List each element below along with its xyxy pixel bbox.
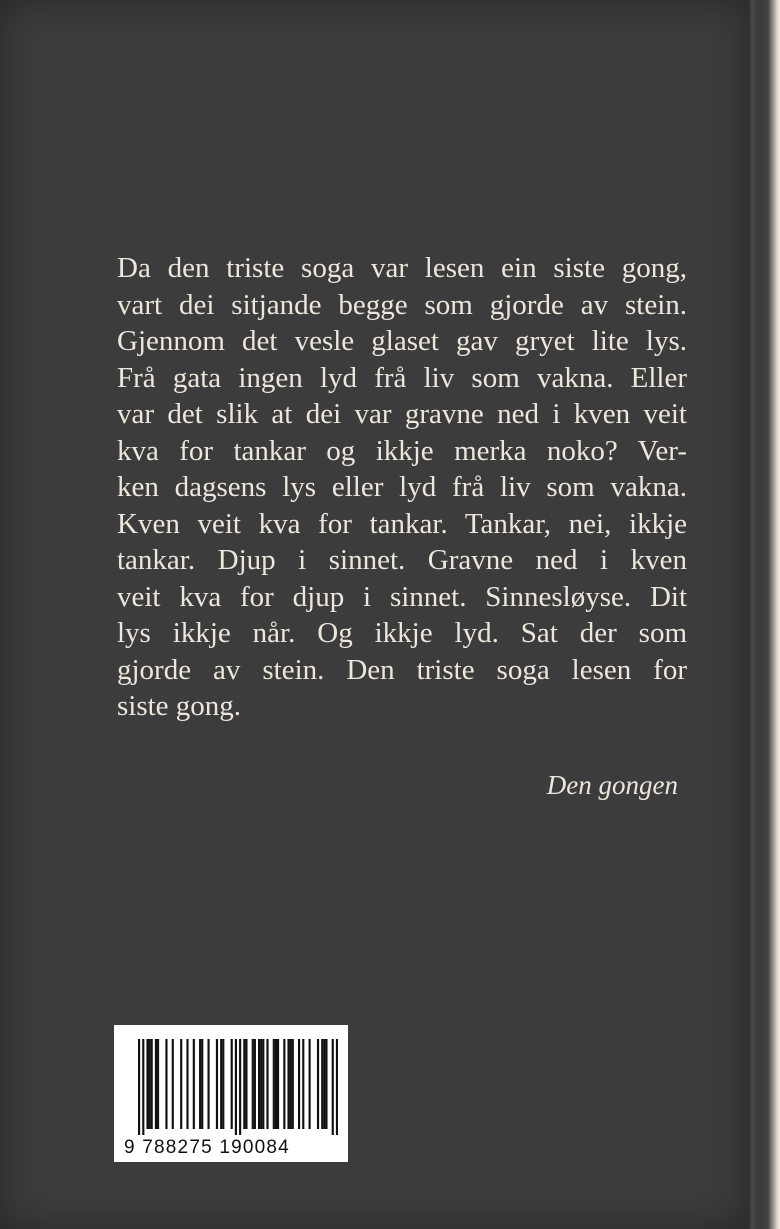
barcode-bar — [142, 1039, 144, 1135]
blurb-line: Gjennom det vesle glaset gav gryet lite lys. — [117, 325, 687, 357]
barcode-bar — [146, 1039, 148, 1129]
blurb-line: Da den triste soga var lesen ein siste gong, — [117, 252, 687, 284]
barcode-bar — [172, 1039, 174, 1129]
isbn-barcode — [114, 1025, 348, 1162]
barcode-bar — [283, 1039, 285, 1129]
barcode-bar — [155, 1039, 157, 1129]
barcode-bars — [138, 1039, 338, 1135]
blurb-line: vart dei sitjande begge som gjorde av stein. — [117, 288, 687, 321]
barcode-bar — [186, 1039, 188, 1129]
blurb-signature: Den gongen — [546, 770, 678, 800]
barcode-bar — [266, 1039, 268, 1129]
barcode-bar — [336, 1039, 338, 1135]
barcode-bar — [193, 1039, 195, 1129]
barcode-bar — [260, 1039, 262, 1129]
blurb-line: gjorde av stein. Den triste soga lesen for — [117, 653, 687, 686]
barcode-bar — [180, 1039, 182, 1129]
barcode-bar — [254, 1039, 256, 1129]
barcode-bar — [235, 1039, 237, 1135]
isbn-number: 9 788275 190084 — [124, 1137, 290, 1158]
barcode-bar — [273, 1039, 275, 1129]
barcode-bar — [222, 1039, 224, 1129]
barcode-bar — [275, 1039, 277, 1129]
barcode-bar — [252, 1039, 254, 1129]
barcode-bar — [239, 1039, 241, 1135]
barcode-bar — [216, 1039, 218, 1129]
blurb-line: kva for tankar og ikkje merka noko? Ver- — [117, 434, 687, 467]
barcode-bar — [287, 1039, 289, 1129]
blurb-text — [117, 250, 687, 725]
barcode-bar — [262, 1039, 264, 1129]
barcode-bar — [321, 1039, 323, 1129]
barcode-bar — [157, 1039, 159, 1129]
barcode-bar — [290, 1039, 292, 1129]
barcode-bar — [309, 1039, 311, 1129]
barcode-bar — [243, 1039, 245, 1129]
barcode-bar — [149, 1039, 151, 1129]
barcode-bar — [298, 1039, 300, 1129]
barcode-bar — [277, 1039, 279, 1129]
blurb-line: var det slik at dei var gravne ned i kven veit — [117, 398, 687, 430]
blurb-line: ken dagsens lys eller lyd frå liv som vakna. — [117, 471, 687, 503]
barcode-bar — [138, 1039, 140, 1135]
barcode-bar — [292, 1039, 294, 1129]
blurb-line: siste gong. — [117, 690, 242, 722]
barcode-bar — [199, 1039, 201, 1129]
barcode-bar — [207, 1039, 209, 1129]
barcode-bar — [165, 1039, 167, 1129]
barcode-bar — [151, 1039, 153, 1129]
barcode-bar — [201, 1039, 203, 1129]
barcode-bar — [302, 1039, 304, 1129]
barcode-bar — [332, 1039, 334, 1135]
blurb-line: Kven veit kva for tankar. Tankar, nei, ikkje — [117, 507, 687, 540]
blurb-line: lys ikkje når. Og ikkje lyd. Sat der som — [117, 617, 687, 649]
barcode-bar — [258, 1039, 260, 1129]
barcode-bar — [231, 1039, 233, 1129]
barcode-bar — [325, 1039, 327, 1129]
barcode-bar — [317, 1039, 319, 1129]
barcode-bar — [323, 1039, 325, 1129]
blurb-line: veit kva for djup i sinnet. Sinnesløyse. Dit — [117, 580, 687, 613]
blurb-line: Frå gata ingen lyd frå liv som vakna. Eller — [117, 361, 687, 394]
barcode-bar — [245, 1039, 247, 1129]
barcode-bar — [220, 1039, 222, 1129]
book-spine-edge — [748, 0, 780, 1229]
blurb-line: tankar. Djup i sinnet. Gravne ned i kven — [117, 544, 687, 576]
